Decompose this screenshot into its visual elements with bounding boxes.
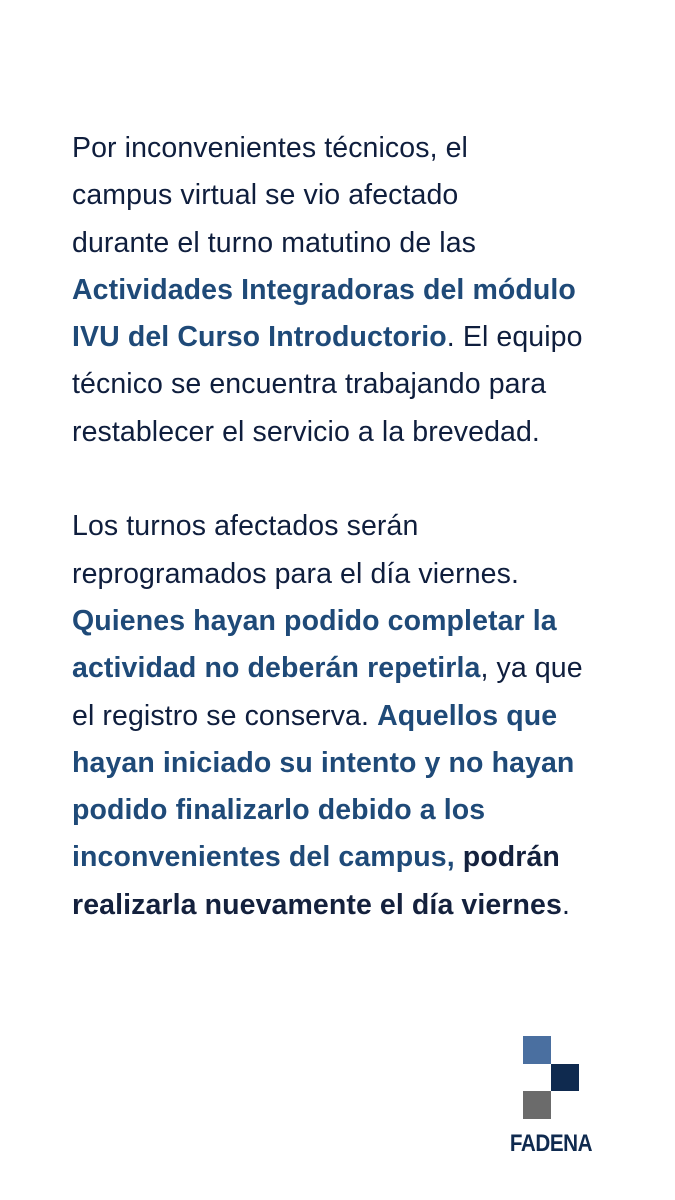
- notice-line: [72, 645, 632, 692]
- notice-text: Por inconvenientes técnicos, el: [72, 132, 468, 164]
- notice-text: campus virtual se vio afectado: [72, 179, 459, 212]
- notice-text: reprogramados para el día viernes.: [72, 557, 519, 590]
- notice-text: Los turnos afectados serán: [72, 510, 419, 543]
- notice-line: [72, 314, 632, 361]
- notice-line: [72, 834, 632, 881]
- notice-line: [72, 361, 632, 408]
- logo-square-navy: [551, 1064, 579, 1092]
- notice-line: [72, 551, 632, 598]
- notice-emphasis-text: podrán: [462, 841, 560, 874]
- notice-emphasis-text: realizarla nuevamente el día viernes: [72, 888, 562, 921]
- notice-line: [72, 693, 632, 740]
- paragraph-spacer: [72, 456, 632, 503]
- notice-text: técnico se encuentra trabajando para: [72, 368, 547, 401]
- notice-emphasis-text: hayan iniciado su intento y no hayan: [72, 746, 575, 779]
- notice-line: [72, 503, 632, 550]
- notice-line: [72, 220, 632, 267]
- notice-text: , ya que: [480, 652, 583, 685]
- notice-line: [72, 409, 632, 456]
- notice-emphasis-text: inconvenientes del campus,: [72, 841, 463, 874]
- notice-emphasis-text: Quienes hayan podido completar la: [72, 604, 557, 637]
- notice-emphasis-text: Aquellos que: [377, 699, 558, 732]
- fadena-logo: [495, 1036, 605, 1161]
- notice-emphasis-text: podido finalizarlo debido a los: [72, 794, 486, 827]
- notice-emphasis-text: IVU del Curso Introductorio: [72, 321, 447, 354]
- logo-wordmark: FADENA: [509, 1130, 593, 1157]
- notice-line: [72, 267, 632, 314]
- notice-paragraph-2: [72, 503, 632, 929]
- notice-line: [72, 882, 632, 929]
- notice-line: [72, 787, 632, 834]
- logo-square-blue: [523, 1036, 551, 1064]
- notice-paragraph-1: [72, 125, 632, 456]
- logo-square-gray: [523, 1091, 551, 1119]
- notice-line: [72, 172, 632, 219]
- notice-text: .: [561, 888, 570, 921]
- notice-line: [72, 125, 632, 172]
- notice-text: restablecer el servicio a la brevedad.: [72, 415, 540, 448]
- notice-text: . El equipo: [446, 321, 583, 354]
- notice-text: durante el turno matutino de las: [72, 226, 477, 259]
- notice-line: [72, 598, 632, 645]
- notice-text: el registro se conserva.: [72, 699, 378, 732]
- notice-line: [72, 740, 632, 787]
- notice-body: [72, 125, 632, 929]
- notice-emphasis-text: actividad no deberán repetirla: [72, 652, 481, 685]
- notice-emphasis-text: Actividades Integradoras del módulo: [72, 273, 576, 306]
